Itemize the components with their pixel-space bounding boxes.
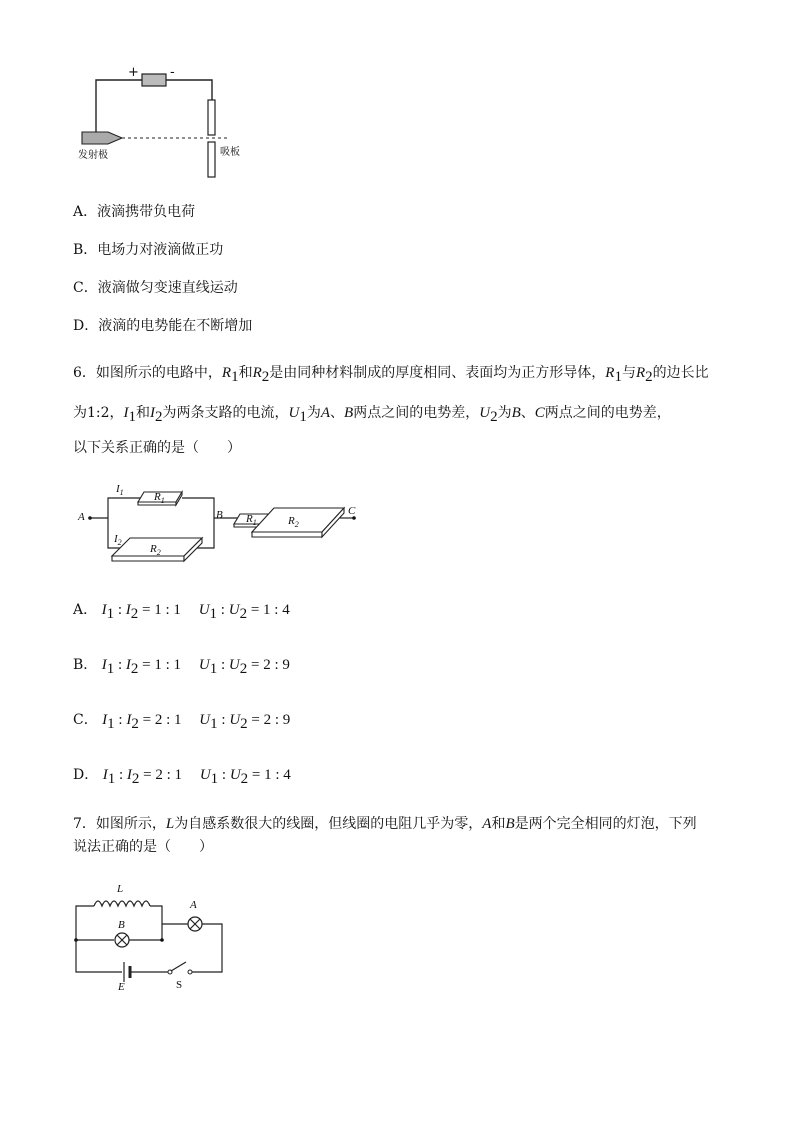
inductor-label: L [117, 883, 124, 895]
battery [142, 74, 166, 86]
r1-series-label: $R_1$ [246, 513, 257, 527]
plus-sign: + [128, 65, 139, 80]
r2-series-label: $R_2$ [288, 515, 299, 529]
i2-label: $I_2$ [114, 533, 122, 547]
lamp-b-label: B [118, 919, 125, 931]
node-c-label: C [348, 505, 356, 517]
r1-top-label: $R_1$ [154, 491, 165, 505]
node-b-label: B [216, 509, 223, 521]
q7-stem-line1: 7．如图所示，L为自感系数很大的线圈，但线圈的电阻几乎为零，A和B是两个完全相同的灯泡，下列 [73, 816, 697, 832]
q6-option-b[interactable]: B． $I_1$ : $I_2 = 1$ : 1 $U_1$ : $U_2 = 2$ : 9 [73, 657, 290, 677]
q7-stem-line2: 说法正确的是（ ） [73, 839, 213, 855]
emitter-needle [82, 132, 122, 144]
q6-stem-line2: 为1:2，$I_1$和$I_2$为两条支路的电流，$U_1$为A、B两点之间的电势差，$U_2$为B、C两点之间的电势差， [73, 405, 671, 425]
figure-q7-circuit [70, 880, 230, 995]
collector-plate-upper [208, 100, 215, 135]
figure-q5-electrospray [70, 60, 270, 185]
minus-sign: - [170, 65, 175, 80]
emitter-label: 发射极 [78, 150, 108, 161]
collector-label: 吸板 [220, 147, 240, 158]
figure-q6-circuit [78, 478, 368, 573]
q6-stem-line1: 6．如图所示的电路中，$R_1$和$R_2$是由同种材料制成的厚度相同、表面均为正方形导体，$R_1$与$R_2$的边长比 [73, 365, 709, 385]
q6-option-c[interactable]: C． $I_1$ : $I_2 = 2$ : 1 $U_1$ : $U_2 = 2$ : 9 [73, 712, 291, 732]
i1-label: $I_1$ [116, 483, 124, 497]
switch-label: S [176, 979, 183, 991]
battery-label: E [118, 981, 125, 993]
q5-option-a[interactable]: A．液滴携带负电荷 [73, 204, 196, 220]
q5-option-c[interactable]: C．液滴做匀变速直线运动 [73, 280, 238, 296]
collector-plate-lower [208, 142, 215, 177]
node-a-label: A [78, 511, 85, 523]
q5-option-d[interactable]: D．液滴的电势能在不断增加 [73, 318, 253, 334]
r2-lower-label: $R_2$ [150, 543, 161, 557]
lamp-a-label: A [190, 899, 197, 911]
q5-option-b[interactable]: B．电场力对液滴做正功 [73, 242, 224, 258]
q6-option-d[interactable]: D． $I_1$ : $I_2 = 2$ : 1 $U_1$ : $U_2 = 1$ : 4 [73, 767, 291, 787]
q6-option-a[interactable]: A． $I_1$ : $I_2 = 1$ : 1 $U_1$ : $U_2 = 1$ : 4 [73, 602, 290, 622]
switch-blade [171, 962, 186, 971]
q6-stem-line3: 以下关系正确的是（ ） [73, 440, 241, 456]
